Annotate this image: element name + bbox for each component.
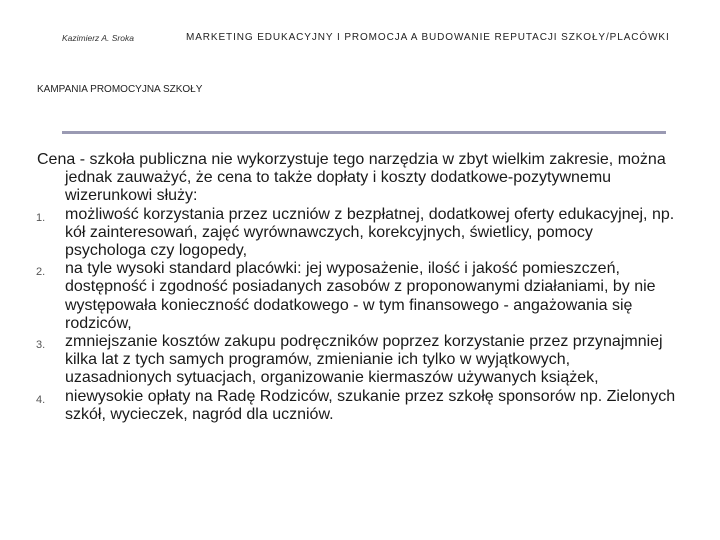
intro-text: - szkoła publiczna nie wykorzystuje tego narzędzia w zbyt wielkim zakresie, można jednak zauważyć, że cena to także dopłaty i koszty dodatkowe-pozytywnemu wizerunkowi służy: [65,151,666,205]
numbered-list [37,206,677,424]
author-name: Kazimierz A. Sroka [62,33,134,43]
list-item-text: na tyle wysoki standard placówki: jej wyposażenie, ilość i jakość pomieszczeń, dostępność i zgodność posiadanych zasobów z proponowanymi działaniami, by nie występowała konieczność dodatkowego - w tym finansowego - angażowania się rodziców, [65,260,656,332]
header-title: MARKETING EDUKACYJNY I PROMOCJA A BUDOWANIE REPUTACJI SZKOŁY/PLACÓWKI [186,32,670,43]
list-item [37,333,677,388]
list-item [37,206,677,261]
list-item-number: 4. [36,393,46,406]
list-item-text: zmniejszanie kosztów zakupu podręczników poprzez korzystanie przez przynajmniej kilka lat z tych samych programów, zmienianie ich tylko w wyjątkowych, uzasadnionych sytuacjach, organizowanie kiermaszów używanych książek, [65,333,663,387]
slide-content [37,151,677,424]
divider-line [62,131,666,134]
list-item-text: niewysokie opłaty na Radę Rodziców, szukanie przez szkołę sponsorów np. Zielonych szkół, wycieczek, nagród dla uczniów. [65,387,676,423]
list-item-text: możliwość korzystania przez uczniów z bezpłatnej, dodatkowej oferty edukacyjnej, np. kół zainteresowań, zajęć wyrównawczych, korekcyjnych, świetlicy, pomocy psychologa czy logopedy, [65,205,675,260]
list-item [37,388,677,424]
list-item-number: 3. [36,339,46,352]
list-item-number: 1. [36,211,46,224]
intro-term: Cena [37,151,76,168]
intro-paragraph [37,151,677,206]
section-label: KAMPANIA PROMOCYJNA SZKOŁY [37,84,203,95]
list-item [37,260,677,333]
list-item-number: 2. [36,266,46,279]
